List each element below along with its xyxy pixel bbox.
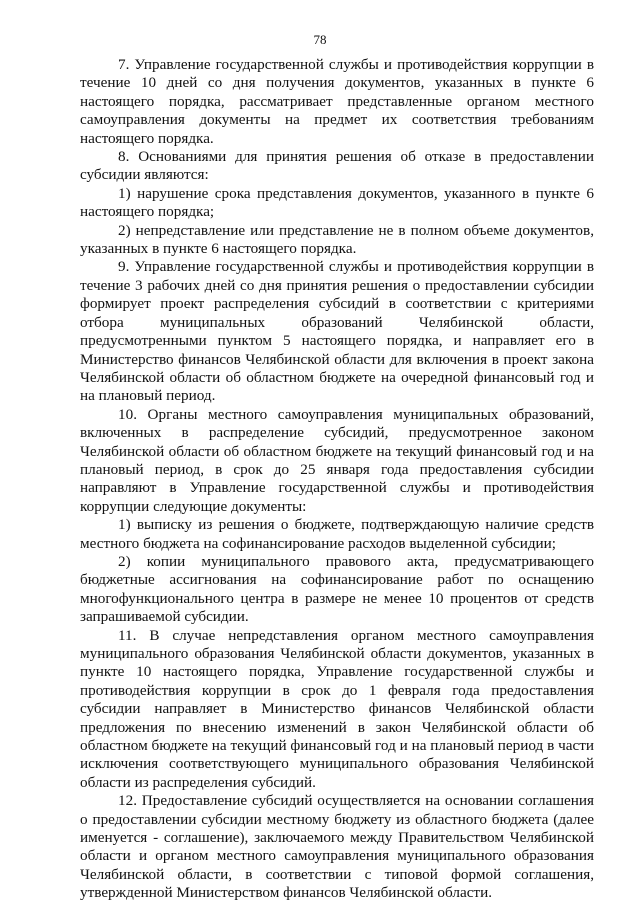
- paragraph-10-item-2: 2) копии муниципального правового акта, предусматривающего бюджетные ассигнования на софинансирование работ по оснащению многофункционального центра в размере не менее 10 процентов от средств запрашиваемой субсидии.: [80, 552, 594, 626]
- paragraph-10: 10. Органы местного самоуправления муниципальных образований, включенных в распределение субсидий, предусмотренное законом Челябинской области об областном бюджете на текущий финансовый год и на плановый период, в срок до 25 января года предоставления субсидии направляют в Управление государственной службы и противодействия коррупции следующие документы:: [80, 405, 594, 515]
- page-number: 78: [313, 32, 327, 47]
- paragraph-8-item-2: 2) непредставление или представление не в полном объеме документов, указанных в пункте 6 настоящего порядка.: [80, 221, 594, 258]
- paragraph-11: 11. В случае непредставления органом местного самоуправления муниципального образования Челябинской области документов, указанных в пункте 10 настоящего порядка, Управление государственной службы и противодействия коррупции в срок до 1 февраля года предоставления субсидии направляет в Министерство финансов Челябинской области предложения по внесению изменений в закон Челябинской области об областном бюджете на текущий финансовый год и на плановый период в части исключения соответствующего муниципального образования Челябинской области из распределения субсидий.: [80, 626, 594, 791]
- paragraph-7: 7. Управление государственной службы и противодействия коррупции в течение 10 дней со дня получения документов, указанных в пункте 6 настоящего порядка, рассматривает представленные органом местного самоуправления документы на предмет их соответствия требованиям настоящего порядка.: [80, 56, 594, 147]
- document-body: [80, 56, 594, 903]
- paragraph-12: 12. Предоставление субсидий осуществляется на основании соглашения о предоставлении субсидии местному бюджету из областного бюджета (далее именуется - соглашение), заключаемого между Правительством Челябинской области и органом местного самоуправления муниципального образования Челябинской области, в соответствии с типовой формой соглашения, утвержденной Министерством финансов Челябинской области.: [80, 792, 594, 902]
- paragraph-8-item-1: 1) нарушение срока представления документов, указанного в пункте 6 настоящего порядка;: [80, 184, 594, 221]
- paragraph-10-item-1: 1) выписку из решения о бюджете, подтверждающую наличие средств местного бюджета на софинансирование расходов выделенной субсидии;: [80, 516, 594, 552]
- paragraph-8: 8. Основаниями для принятия решения об отказе в предоставлении субсидии являются:: [80, 148, 594, 184]
- paragraph-9: 9. Управление государственной службы и противодействия коррупции в течение 3 рабочих дней со дня принятия решения о предоставлении субсидии формирует проект распределения субсидий в соответствии с критериями отбора муниципальных образований Челябинской области, предусмотренными пунктом 5 настоящего порядка, и направляет его в Министерство финансов Челябинской области для включения в проект закона Челябинской области об областном бюджете на очередной финансовый год и на плановый период.: [80, 258, 594, 405]
